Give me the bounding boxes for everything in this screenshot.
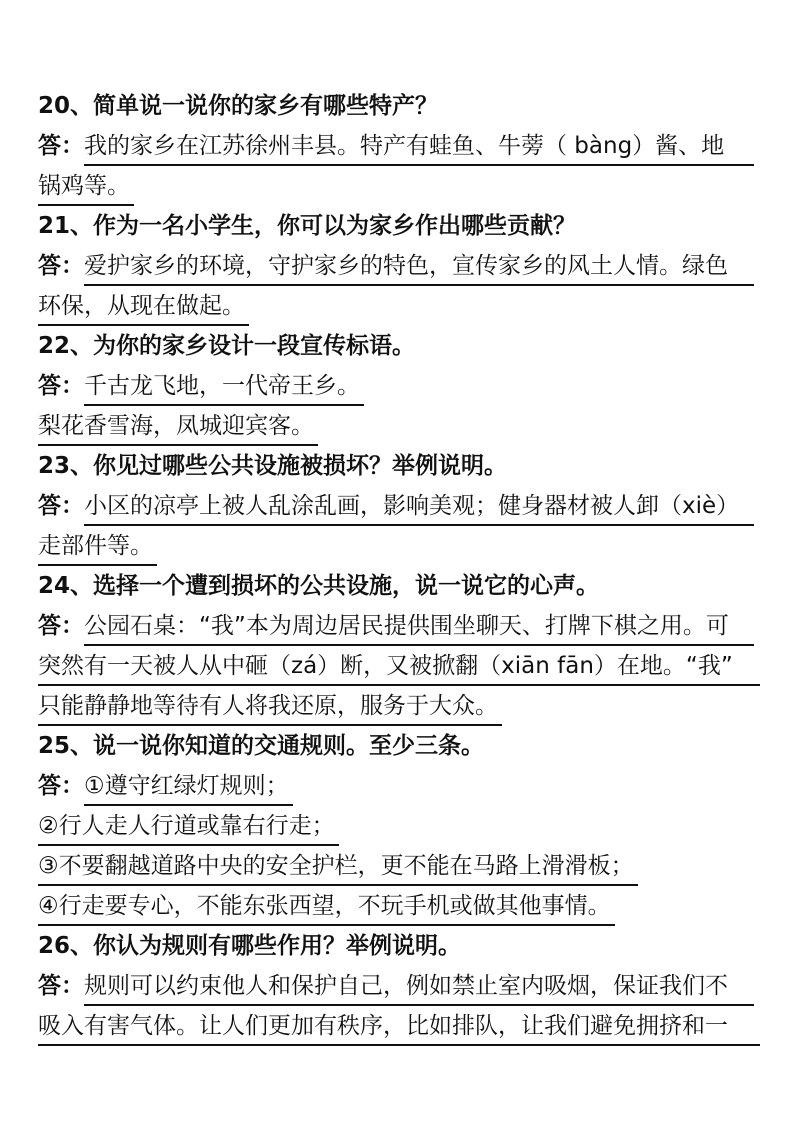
answer-text: 我的家乡在江苏徐州丰县。特产有蛙鱼、牛蒡（ bàng）酱、地: [84, 129, 754, 166]
answer-line: [38, 966, 762, 1006]
qa-item: [38, 326, 762, 446]
answer-line: [38, 886, 762, 926]
answer-text: ③不要翻越道路中央的安全护栏，更不能在马路上滑滑板；: [38, 849, 638, 886]
qa-item: [38, 566, 762, 726]
answer-line: [38, 1006, 762, 1046]
answer-label: 答：: [38, 773, 84, 799]
answer-text: 突然有一天被人从中砸（zá）断，又被掀翻（xiān fān）在地。“我”: [38, 649, 760, 686]
answer-text: 只能静静地等待有人将我还原，服务于大众。: [38, 689, 502, 726]
qa-list: [38, 86, 762, 1046]
answer-text: ①遵守红绿灯规则；: [84, 769, 293, 806]
answer-line: [38, 766, 762, 806]
answer-text: 千古龙飞地，一代帝王乡。: [84, 369, 364, 406]
answer-line: [38, 126, 762, 166]
answer-line: [38, 366, 762, 406]
answer-line: [38, 686, 762, 726]
question-text: 20、简单说一说你的家乡有哪些特产？: [38, 93, 439, 119]
answer-text: ②行人走人行道或靠右行走；: [38, 809, 339, 846]
answer-label: 答：: [38, 133, 84, 159]
answer-label: 答：: [38, 253, 84, 279]
answer-line: [38, 166, 762, 206]
answer-text: 梨花香雪海，凤城迎宾客。: [38, 409, 318, 446]
answer-line: [38, 846, 762, 886]
question-text: 21、作为一名小学生，你可以为家乡作出哪些贡献？: [38, 213, 577, 239]
qa-item: [38, 206, 762, 326]
question-text: 25、说一说你知道的交通规则。至少三条。: [38, 733, 485, 759]
answer-label: 答：: [38, 493, 84, 519]
answer-text: 锅鸡等。: [38, 169, 134, 206]
answer-text: 吸入有害气体。让人们更加有秩序，比如排队，让我们避免拥挤和一: [38, 1009, 760, 1046]
qa-item: [38, 86, 762, 206]
answer-line: [38, 646, 762, 686]
answer-text: 规则可以约束他人和保护自己，例如禁止室内吸烟，保证我们不: [84, 969, 754, 1006]
answer-line: [38, 486, 762, 526]
answer-text: 小区的凉亭上被人乱涂乱画，影响美观；健身器材被人卸（xiè）: [84, 489, 754, 526]
question-text: 23、你见过哪些公共设施被损坏？举例说明。: [38, 453, 508, 479]
answer-text: 环保，从现在做起。: [38, 289, 249, 326]
answer-text: 走部件等。: [38, 529, 157, 566]
question-text: 26、你认为规则有哪些作用？举例说明。: [38, 933, 462, 959]
answer-line: [38, 406, 762, 446]
answer-line: [38, 286, 762, 326]
answer-label: 答：: [38, 373, 84, 399]
qa-item: [38, 726, 762, 926]
answer-label: 答：: [38, 613, 84, 639]
answer-line: [38, 606, 762, 646]
question-text: 22、为你的家乡设计一段宣传标语。: [38, 333, 416, 359]
answer-line: [38, 806, 762, 846]
answer-line: [38, 246, 762, 286]
answer-line: [38, 526, 762, 566]
qa-item: [38, 926, 762, 1046]
answer-text: ④行走要专心，不能东张西望，不玩手机或做其他事情。: [38, 889, 615, 926]
answer-label: 答：: [38, 973, 84, 999]
answer-text: 爱护家乡的环境，守护家乡的特色，宣传家乡的风土人情。绿色: [84, 249, 754, 286]
question-text: 24、选择一个遭到损坏的公共设施，说一说它的心声。: [38, 573, 600, 599]
answer-text: 公园石桌：“我”本为周边居民提供围坐聊天、打牌下棋之用。可: [84, 609, 754, 646]
qa-item: [38, 446, 762, 566]
